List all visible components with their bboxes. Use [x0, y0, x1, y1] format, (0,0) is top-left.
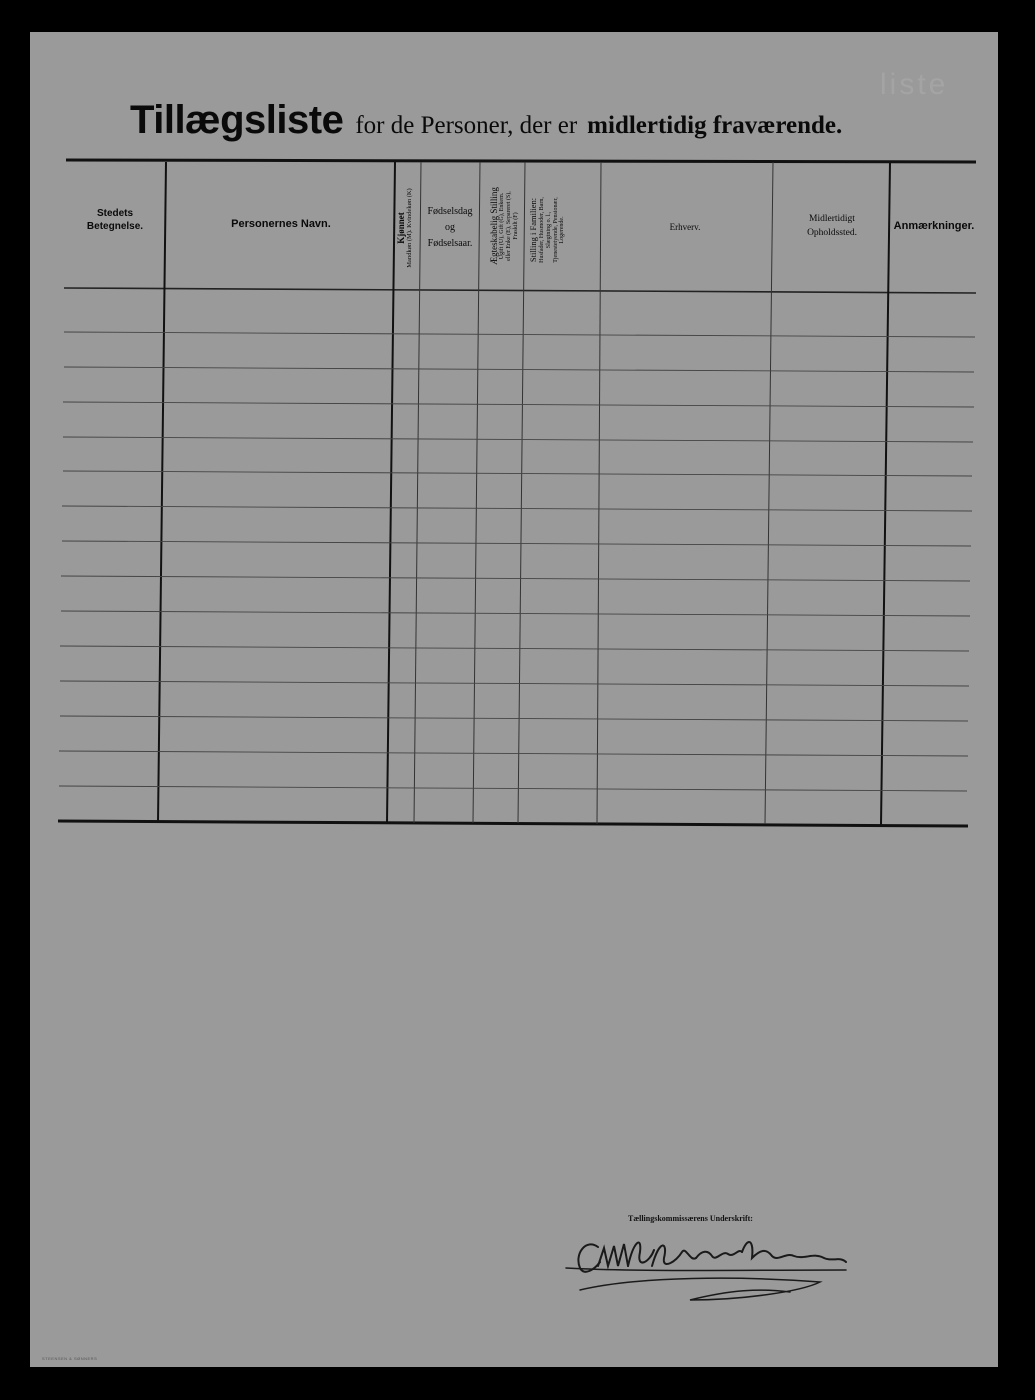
aegte-sub3: Fraskilt (F)	[513, 212, 520, 240]
bottom-rule	[58, 821, 968, 826]
header-rule	[64, 288, 976, 293]
col-divider	[158, 162, 166, 822]
header-stedets: Stedets Betegnelse.	[86, 208, 144, 232]
col-divider	[881, 162, 890, 825]
col-divider	[765, 162, 773, 824]
signature-label: Tællingskommissærens Underskrift:	[628, 1214, 753, 1223]
header-navn: Personernes Navn.	[231, 218, 331, 230]
familie-sub4: Logerende.	[559, 216, 566, 244]
handwritten-signature	[566, 1242, 846, 1300]
top-rule	[66, 160, 976, 162]
printer-mark: STEENSEN & SØNNERS	[42, 1356, 98, 1361]
header-erhverv: Erhverv.	[669, 222, 701, 232]
col-divider	[473, 162, 480, 823]
header-opholdssted: Midlertidigt Opholdssted.	[807, 214, 857, 239]
familie-title: Stilling i Familien:	[528, 197, 538, 263]
col-divider	[387, 162, 395, 823]
kjonnet-title: Kjønnet	[396, 212, 406, 244]
header-anmaerkninger: Anmærkninger.	[893, 220, 975, 232]
aegte-sub1: Ugift (U), Gift (G), Enkem.	[499, 192, 506, 260]
header-fodsel: Fødselsdag og Fødselsaar.	[427, 206, 473, 249]
col-divider	[597, 162, 601, 824]
header-aegteskab	[489, 166, 529, 286]
header-familie	[529, 175, 589, 285]
row-lines	[59, 332, 975, 791]
title-part1: for de Personer, der er	[355, 112, 578, 139]
aegte-title: Ægteskabelig Stilling	[489, 187, 499, 265]
familie-sub2: Slægtning o. l.,	[545, 211, 552, 249]
title-part2: midlertidig fraværende.	[587, 112, 843, 139]
bleed-through-text: liste	[880, 68, 949, 101]
familie-sub1: Husfader, Husmoder, Barn,	[538, 197, 545, 263]
header-kjonnet	[396, 176, 420, 280]
title-main: Tillægsliste	[130, 98, 344, 142]
familie-sub3: Tjenestetyende, Pensionær,	[552, 197, 559, 263]
aegte-sub2: eller Enke (E), Separeret (S),	[506, 191, 513, 261]
kjonnet-sub: Mandkøn (M). Kvindekøn (K)	[406, 188, 414, 268]
